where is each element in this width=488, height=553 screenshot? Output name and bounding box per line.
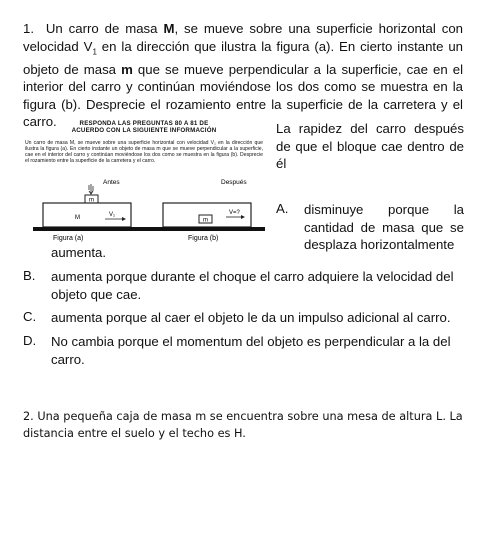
option-d-letter: D.: [23, 333, 37, 348]
question-2-text: 2. Una pequeña caja de masa m se encuentra sobre una mesa de altura L. La distancia entre el suelo y el techo es H.: [23, 410, 463, 440]
q1-part-1: Un carro de masa: [45, 21, 164, 36]
question-number: 1.: [23, 21, 34, 36]
cart-diagram: [23, 174, 265, 244]
q1-part-4: que se mueve perpendicular a la superficie, cae en el interior del carro y continúan moviéndose los dos como se muestra en la figura (b). Desprecie el rozamiento entre la superficie de la carretera y el carro.: [23, 61, 463, 130]
mass-m: m: [121, 61, 133, 77]
falling-arrow-icon: [89, 184, 93, 194]
option-c-letter: C.: [23, 309, 37, 324]
velocity-a-label: V₁: [109, 212, 116, 218]
block-in-cart-label: m: [203, 217, 208, 224]
embedded-figure: [23, 117, 265, 257]
ground-line: [33, 227, 265, 231]
mass-M: M: [163, 21, 175, 36]
option-a-letter: A.: [276, 201, 289, 216]
figure-header-line-1: RESPONDA LAS PREGUNTAS 80 A 81 DE: [79, 120, 209, 127]
option-a-continuation: aumenta.: [51, 245, 106, 260]
option-c-text: aumenta porque al caer el objeto le da un impulso adicional al carro.: [51, 310, 451, 325]
label-antes: Antes: [103, 179, 120, 186]
option-b-text: aumenta porque durante el choque el carro adquiere la velocidad del objeto que cae.: [51, 269, 454, 302]
q1-part-2: , se mueve sobre una superficie horizontal con velocidad V: [23, 21, 464, 54]
option-d-text: No cambia porque el momentum del objeto es perpendicular a la del carro.: [51, 334, 451, 367]
q1-part-3: en la dirección que ilustra la figura (a). En cierto instante un objeto de masa: [23, 38, 463, 77]
caption-figura-a: Figura (a): [53, 235, 84, 242]
question-1-text: [23, 20, 463, 131]
figure-header: [23, 120, 265, 134]
option-a-text: disminuye porque la cantidad de masa que se desplaza horizontalmente: [304, 202, 464, 252]
label-despues: Después: [221, 179, 247, 186]
figure-body-text: Un carro de masa M, se mueve sobre una superficie horizontal con velocidad V₁ en la dirección que ilustra la figura (a). En cierto instante un objeto de masa m que se mueve perpendicular a la superficie, cae en el interior del carro y continúan moviéndose los dos como se muestra en la figura (b). Desprecie el rozamiento entre la superficie de la carretera y el carro.: [25, 140, 263, 164]
cart-a: [43, 203, 131, 227]
cart-a-label: M: [75, 215, 80, 221]
velocity-subscript: 1: [92, 47, 97, 57]
question-stem: La rapidez del carro después de que el bloque cae dentro de él: [276, 121, 464, 171]
option-b-letter: B.: [23, 268, 36, 283]
figure-header-line-2: ACUERDO CON LA SIGUIENTE INFORMACIÓN: [71, 127, 217, 134]
falling-block-label: m: [89, 197, 94, 204]
caption-figura-b: Figura (b): [188, 235, 219, 242]
velocity-b-label: V=?: [229, 210, 240, 216]
